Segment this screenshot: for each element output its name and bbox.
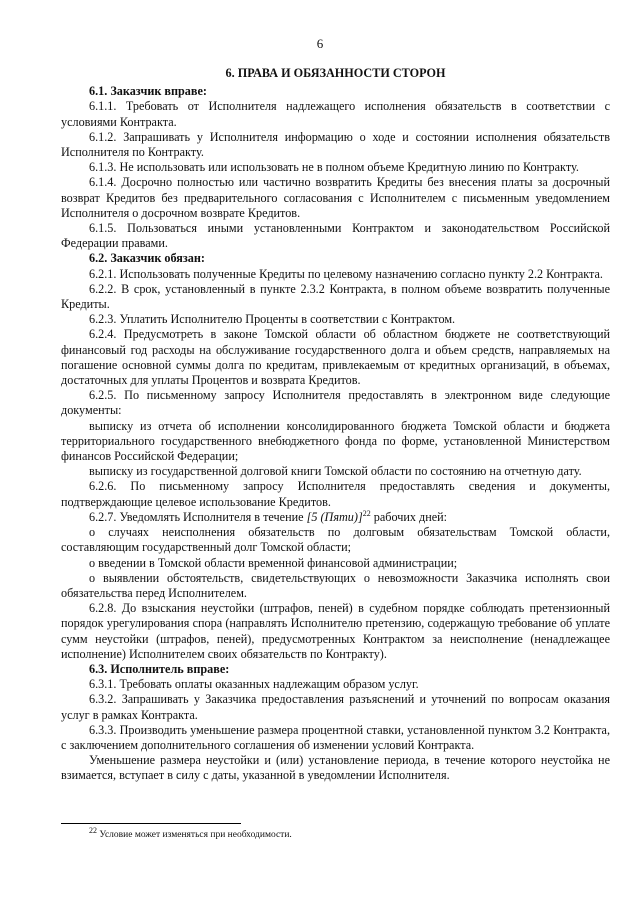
paragraph: 6.1.4. Досрочно полностью или частично возвратить Кредиты без внесения платы за досрочный возврат Кредитов без предварительного согласования с Исполнителем с письменным уведомлением Исполнителя о досрочном возврате Кредитов. — [61, 175, 610, 220]
paragraph: 6.1.2. Запрашивать у Исполнителя информацию о ходе и состоянии исполнения обязательств Исполнителя по Контракту. — [61, 129, 610, 160]
footnote-reference[interactable]: 22 — [362, 508, 371, 518]
paragraph-6-2-7 — [61, 510, 610, 525]
paragraph: 6.3.1. Требовать оплаты оказанных надлежащим образом услуг. — [89, 677, 419, 692]
page-number: 6 — [316, 36, 324, 51]
paragraph: 6.3.2. Запрашивать у Заказчика предоставления разъяснений и уточнений по вопросам оказания услуг в рамках Контракта. — [61, 692, 610, 722]
paragraph: 6.2.6. По письменному запросу Исполнителя предоставлять сведения и документы, подтверждающие целевое использование Кредитов. — [61, 479, 610, 509]
text: 6.2.7. Уведомлять Исполнителя в течение — [89, 509, 307, 524]
paragraph: о выявлении обстоятельств, свидетельствующих о невозможности Заказчика исполнять свои обязательства перед Исполнителем. — [61, 570, 610, 600]
paragraph: Уменьшение размера неустойки и (или) установление периода, в течение которого неустойка не взимается, вступает в силу с даты, указанной в уведомлении Исполнителя. — [61, 753, 610, 783]
paragraph: выписку из государственной долговой книги Томской области по состоянию на отчетную дату. — [89, 464, 582, 479]
paragraph: 6.2.5. По письменному запросу Исполнителя предоставлять в электронном виде следующие документы: — [61, 388, 610, 418]
paragraph: 6.1.3. Не использовать или использовать не в полном объеме Кредитную линию по Контракту. — [89, 160, 579, 175]
subsection-heading-6-1: 6.1. Заказчик вправе: — [89, 84, 207, 99]
footnote-divider — [61, 823, 241, 824]
paragraph: 6.2.8. До взыскания неустойки (штрафов, пеней) в судебном порядке соблюдать претензионный порядок урегулирования спора (направлять Исполнителю претензию, содержащую требование об уплате сумм неустойки (штрафов, пеней), предусмотренных Контрактом за неисполнение (ненадлежащее исполнение) Исполнителем своих обязательств по Контракту). — [61, 601, 610, 661]
footnote-mark: 22 — [89, 825, 97, 835]
document-body — [61, 66, 610, 784]
footnote-text: Условие может изменяться при необходимости. — [97, 830, 292, 840]
paragraph: 6.2.4. Предусмотреть в законе Томской области об областном бюджете не соответствующий финансовый год расходы на обслуживание государственного долга и объем средств, направляемых на погашение основной суммы долга по кредитам, привлекаемым от кредитных организаций, в объемах, достаточных для уплаты Процентов и возврата Кредитов. — [61, 327, 610, 388]
section-title: 6. ПРАВА И ОБЯЗАННОСТИ СТОРОН — [225, 66, 446, 80]
paragraph: 6.2.2. В срок, установленный в пункте 2.3.2 Контракта, в полном объеме возвратить полученные Кредиты. — [61, 281, 610, 312]
paragraph: 6.3.3. Производить уменьшение размера процентной ставки, установленной пунктом 3.2 Контракта, с заключением дополнительного соглашения об изменении условий Контракта. — [61, 722, 610, 752]
subsection-heading-6-2: 6.2. Заказчик обязан: — [89, 251, 205, 266]
paragraph: 6.2.1. Использовать полученные Кредиты по целевому назначению согласно пункту 2.2 Контракта. — [89, 266, 603, 281]
paragraph: о случаях неисполнения обязательств по долговым обязательствам Томской области, составляющим государственный долг Томской области; — [61, 525, 610, 555]
term-value: [5 (Пяти)] — [306, 509, 363, 524]
text: рабочих дней: — [370, 509, 448, 524]
paragraph: о введении в Томской области временной финансовой администрации; — [89, 555, 458, 570]
paragraph: выписку из отчета об исполнении консолидированного бюджета Томской области и бюджета территориального государственного внебюджетного фонда по форме, установленной Министерством финансов Российской Федерации; — [61, 418, 610, 464]
footnote — [89, 825, 609, 840]
subsection-heading-6-3: 6.3. Исполнитель вправе: — [89, 661, 230, 676]
paragraph: 6.1.1. Требовать от Исполнителя надлежащего исполнения обязательств в соответствии с условиями Контракта. — [61, 99, 610, 129]
paragraph: 6.1.5. Пользоваться иными установленными Контрактом и законодательством Российской Федерации правами. — [61, 221, 610, 251]
paragraph: 6.2.3. Уплатить Исполнителю Проценты в соответствии с Контрактом. — [89, 312, 456, 327]
